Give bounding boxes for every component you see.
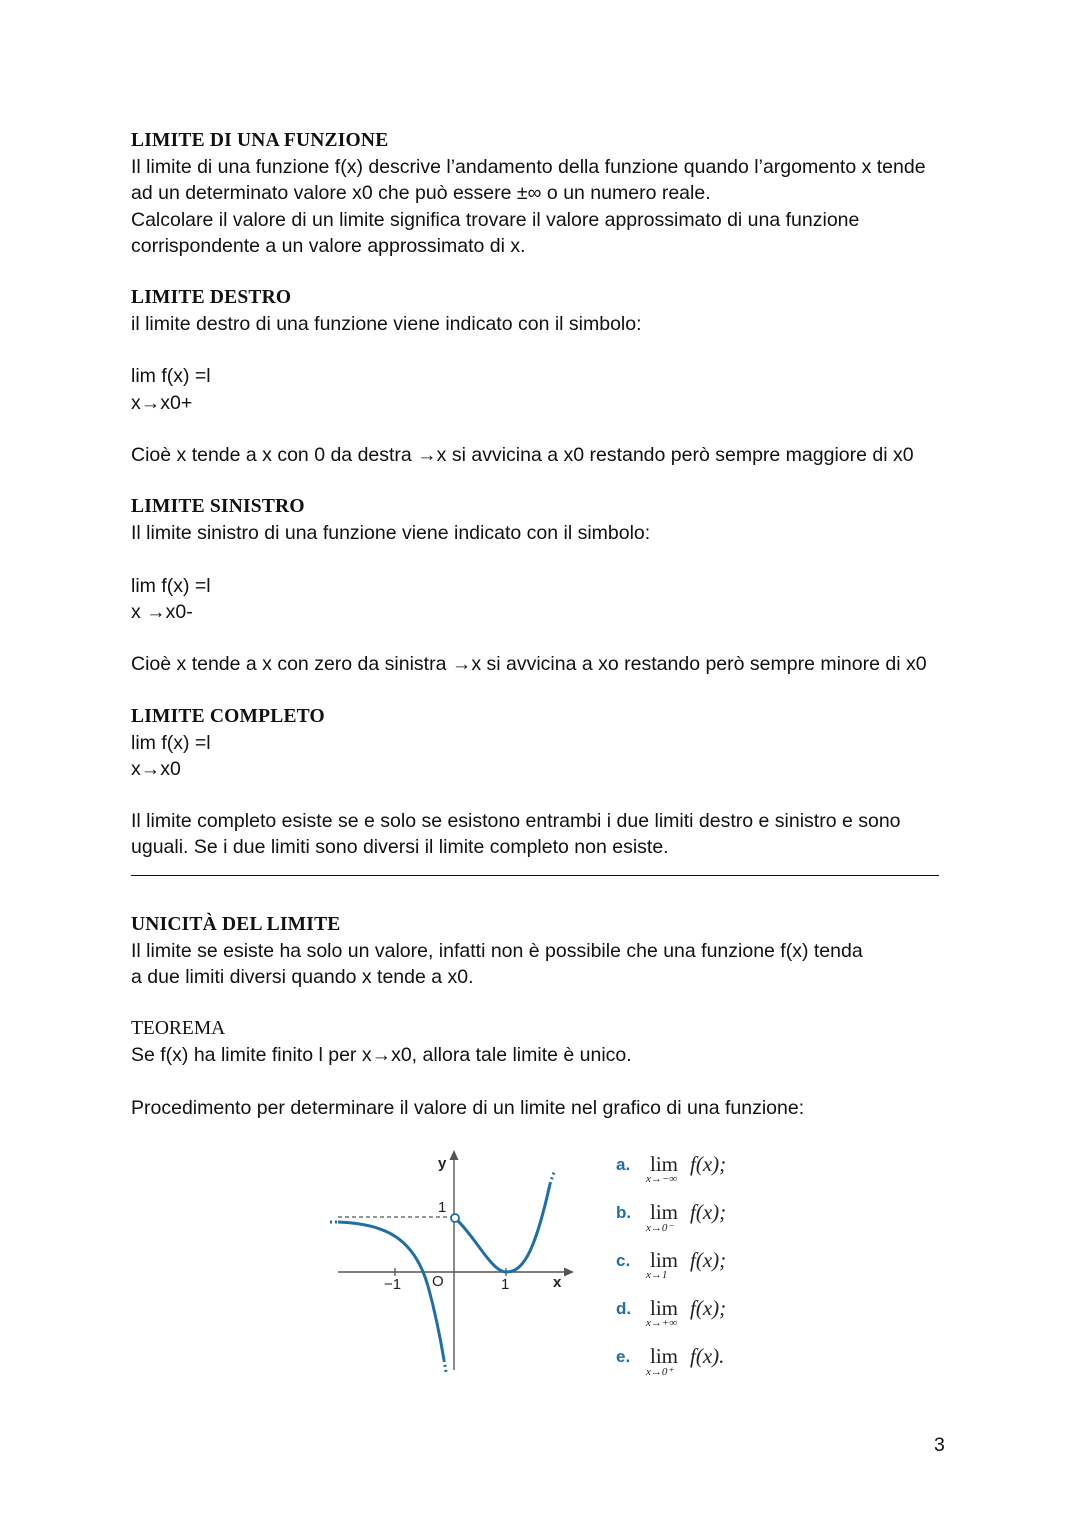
limit-item xyxy=(616,1248,776,1296)
section-title-unicita: UNICITÀ DEL LIMITE xyxy=(131,913,341,935)
curve-right-branch xyxy=(457,1184,550,1272)
limit-function: f(x). xyxy=(690,1344,725,1368)
paragraph-line: Cioè x tende a x con zero da sinistra →x si avvicina a xo restando però sempre minore di x0 xyxy=(131,653,927,676)
section-title-limite-sinistro: LIMITE SINISTRO xyxy=(131,496,305,518)
paragraph-line: Il limite completo esiste se e solo se esistono entrambi i due limiti destro e sinistro e sono xyxy=(131,810,901,833)
paragraph-line: Calcolare il valore di un limite significa trovare il valore approssimato di una funzione xyxy=(131,208,860,231)
limit-letter: a. xyxy=(616,1155,631,1174)
limit-letter: c. xyxy=(616,1251,631,1270)
open-circle-point xyxy=(451,1214,459,1222)
document-page xyxy=(131,128,951,1121)
curve-left-dots xyxy=(444,1360,446,1372)
limit-subscript: x→0⁺ xyxy=(646,1366,674,1378)
section-title-limite-funzione: LIMITE DI UNA FUNZIONE xyxy=(131,130,389,151)
section-title-limite-destro: LIMITE DESTRO xyxy=(131,287,292,309)
limit-function: f(x); xyxy=(690,1296,727,1320)
paragraph-line: Il limite se esiste ha solo un valore, infatti non è possibile che una funzione f(x) tenda xyxy=(131,939,863,962)
limit-word: lim xyxy=(650,1248,679,1272)
formula-line: x→x0 xyxy=(131,757,181,780)
limit-subscript: x→+∞ xyxy=(646,1317,678,1329)
limit-subscript: x→0⁻ xyxy=(646,1222,674,1234)
paragraph-line: Procedimento per determinare il valore di un limite nel grafico di una funzione: xyxy=(131,1096,805,1119)
paragraph-line: Il limite sinistro di una funzione viene indicato con il simbolo: xyxy=(131,522,651,545)
origin-label: O xyxy=(432,1273,444,1290)
y-axis-arrow xyxy=(450,1150,459,1160)
formula-line: x→x0+ xyxy=(131,391,193,414)
limit-function: f(x); xyxy=(690,1200,727,1224)
limit-letter: b. xyxy=(616,1203,632,1222)
limit-letter: d. xyxy=(616,1299,632,1318)
paragraph-line: a due limiti diversi quando x tende a x0. xyxy=(131,966,474,989)
x-axis-label: x xyxy=(553,1274,562,1291)
limit-item xyxy=(616,1152,776,1200)
limits-list xyxy=(616,1152,776,1392)
limit-item xyxy=(616,1200,776,1248)
paragraph-line: Il limite di una funzione f(x) descrive l’andamento della funzione quando l’argomento x tende xyxy=(131,156,926,178)
formula-line: lim f(x) =l xyxy=(131,731,211,754)
limit-function: f(x); xyxy=(690,1152,727,1176)
paragraph-line: Cioè x tende a x con 0 da destra →x si avvicina a x0 restando però sempre maggiore di x0 xyxy=(131,444,914,467)
page-number: 3 xyxy=(934,1434,945,1456)
limit-function: f(x); xyxy=(690,1248,727,1272)
section-title-teorema: TEOREMA xyxy=(131,1018,226,1040)
paragraph-line: Se f(x) ha limite finito l per x→x0, allora tale limite è unico. xyxy=(131,1044,632,1067)
limit-subscript: x→−∞ xyxy=(646,1173,678,1185)
function-graph-figure xyxy=(326,1138,756,1378)
tick-label-y-one: 1 xyxy=(438,1199,447,1216)
tick-label-x-one: 1 xyxy=(501,1276,510,1293)
x-axis-arrow xyxy=(564,1268,574,1277)
paragraph-line: il limite destro di una funzione viene indicato con il simbolo: xyxy=(131,313,642,336)
formula-line: x →x0- xyxy=(131,600,193,623)
paragraph-line: ad un determinato valore x0 che può essere ±∞ o un numero reale. xyxy=(131,182,711,205)
limit-item xyxy=(616,1296,776,1344)
limit-word: lim xyxy=(650,1152,679,1176)
limit-word: lim xyxy=(650,1200,679,1224)
limit-letter: e. xyxy=(616,1347,631,1366)
formula-line: lim f(x) =l xyxy=(131,365,211,388)
limit-subscript: x→1 xyxy=(646,1269,668,1281)
formula-line: lim f(x) =l xyxy=(131,574,211,597)
paragraph-line: corrispondente a un valore approssimato di x. xyxy=(131,234,526,257)
y-axis-label: y xyxy=(438,1155,447,1172)
limit-item xyxy=(616,1344,776,1392)
function-graph xyxy=(326,1138,576,1378)
limit-word: lim xyxy=(650,1296,679,1320)
tick-label-minus-one: −1 xyxy=(384,1276,402,1293)
curve-right-dots xyxy=(550,1172,554,1184)
section-title-limite-completo: LIMITE COMPLETO xyxy=(131,705,325,727)
limit-word: lim xyxy=(650,1344,679,1368)
paragraph-line: uguali. Se i due limiti sono diversi il limite completo non esiste. xyxy=(131,836,669,859)
horizontal-rule xyxy=(131,875,939,876)
